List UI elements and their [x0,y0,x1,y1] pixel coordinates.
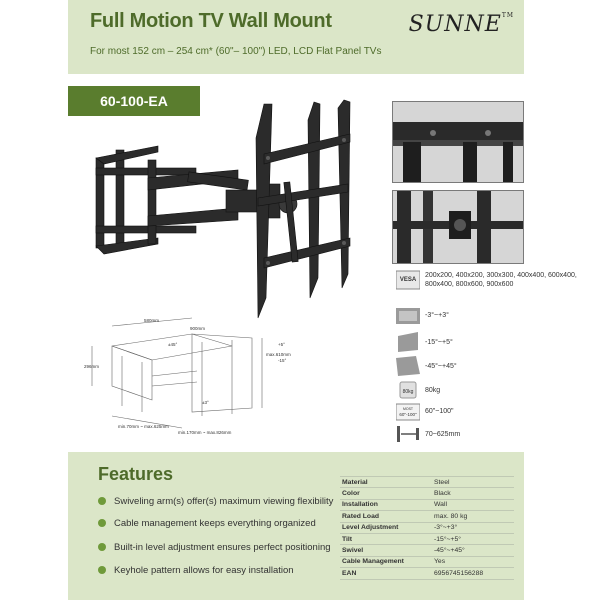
detail-photo-bottom [392,190,524,264]
swivel-icon [396,356,420,376]
svg-text:80kg: 80kg [402,389,414,395]
svg-text:±3°: ±3° [202,400,209,405]
table-row: Level Adjustment -3°~+3° [340,522,514,533]
model-tab: 60-100-EA [68,86,200,116]
tilt-text: -15°~+5° [425,339,453,346]
svg-text:-15°: -15° [278,358,287,363]
features-title: Features [98,464,174,484]
table-row: EAN 6956745156288 [340,568,514,579]
page-title: Full Motion TV Wall Mount [90,10,332,32]
svg-text:+5°: +5° [278,342,285,347]
extension-text: 70~625mm [425,431,461,438]
wall-mount-product-image [88,98,378,348]
bullet-icon [98,497,106,505]
bullet-icon [98,519,106,527]
screen-size-text: 60"~100" [425,408,454,415]
bullet-icon [98,566,106,574]
level-adjust-icon [396,306,420,326]
weight-icon [396,380,420,400]
svg-text:900mm: 900mm [190,326,206,331]
spec-table [340,476,514,580]
svg-text:min.70mm ~ max.625mm: min.70mm ~ max.625mm [118,424,169,429]
feature-item: Swiveling arm(s) offer(s) maximum viewing flexibility [98,496,333,507]
brand-logo: SUNNE™ [408,12,514,37]
page-subtitle: For most 152 cm – 254 cm* (60"– 100") LED, LCD Flat Panel TVs [90,46,382,57]
svg-text:580mm: 580mm [144,318,160,323]
table-row: Material Steel [340,477,514,488]
bullet-icon [98,543,106,551]
svg-text:MOST: MOST [402,407,414,411]
screen-size-icon [396,402,420,422]
feature-item: Keyhole pattern allows for easy installation [98,565,294,576]
svg-text:296mm: 296mm [84,364,100,369]
level-adjust-text: -3°~+3° [425,312,449,319]
table-row: Installation Wall [340,499,514,510]
svg-text:VESA: VESA [399,277,417,283]
table-row: Swivel -45°~+45° [340,545,514,556]
svg-text:max.610mm: max.610mm [266,352,291,357]
dimension-drawing [82,316,302,436]
header-band [68,0,524,74]
detail-photo-top [392,101,524,183]
svg-text:min.170mm ~ max.826mm: min.170mm ~ max.826mm [178,430,232,435]
product-sheet [68,0,577,600]
tilt-icon [396,332,420,352]
extension-icon [396,424,420,444]
swivel-text: -45°~+45° [425,363,457,370]
vesa-text: 200x200, 400x200, 300x300, 400x400, 600x400, 800x400, 800x600, 900x600 [425,272,577,288]
feature-item: Cable management keeps everything organized [98,518,316,529]
table-row: Color Black [340,488,514,499]
svg-text:60"-100": 60"-100" [399,412,417,417]
table-row: Tilt -15°~+5° [340,533,514,544]
table-row: Rated Load max. 80 kg [340,511,514,522]
feature-item: Built-in level adjustment ensures perfect positioning [98,542,331,553]
weight-text: 80kg [425,387,441,394]
svg-text:±45°: ±45° [168,342,178,347]
table-row: Cable Management Yes [340,556,514,567]
vesa-icon [396,270,420,290]
